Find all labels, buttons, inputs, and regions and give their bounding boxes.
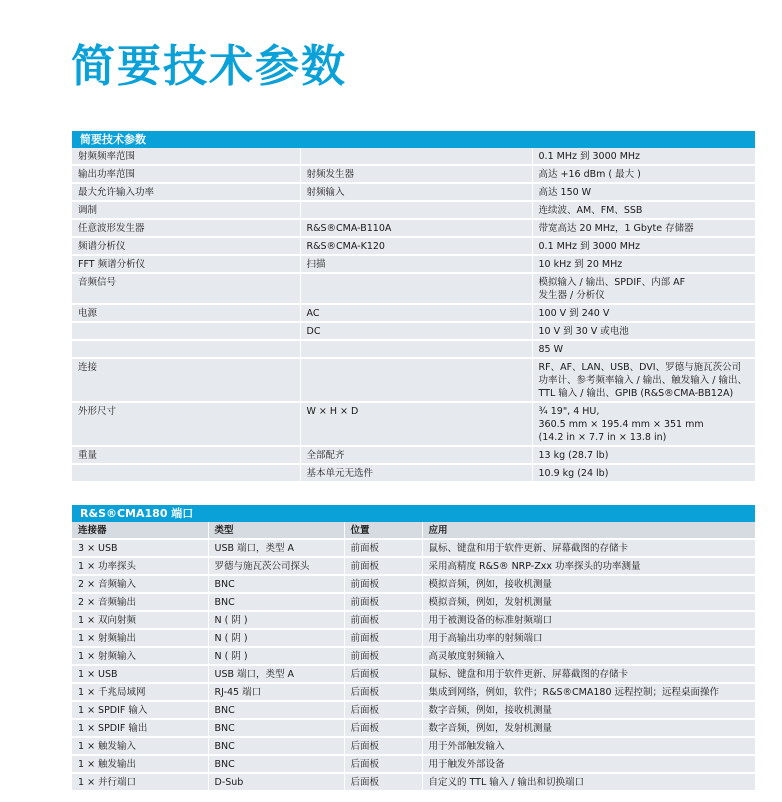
header-application: 应用 — [422, 522, 755, 539]
port-application — [422, 773, 755, 791]
header-connector: 连接器 — [72, 522, 208, 539]
spec-condition — [300, 255, 532, 273]
port-application — [422, 611, 755, 629]
port-type-line: D-Sub — [214, 777, 244, 788]
port-position-line: 前面板 — [350, 543, 380, 554]
port-position — [344, 629, 422, 647]
port-application-line: 数字音频，例如，接收机测量 — [428, 705, 553, 716]
spec-value — [532, 322, 755, 340]
port-connector-line: 1 × 触发输入 — [78, 741, 137, 752]
port-type — [208, 773, 344, 791]
spec-value — [532, 464, 755, 482]
port-position-line: 后面板 — [350, 777, 380, 788]
spec-value-line: 10 V 到 30 V 或电池 — [538, 326, 629, 337]
port-application — [422, 629, 755, 647]
port-row — [72, 719, 755, 737]
port-connector-line: 1 × SPDIF 输出 — [78, 723, 148, 734]
spec-condition-line: W × H × D — [306, 406, 359, 417]
port-row — [72, 665, 755, 683]
port-position-line: 后面板 — [350, 723, 380, 734]
spec-parameter — [72, 358, 300, 402]
spec-parameter — [72, 165, 300, 183]
port-position-line: 前面板 — [350, 615, 380, 626]
port-connector-line: 1 × 射频输出 — [78, 633, 137, 644]
port-position — [344, 611, 422, 629]
spec-parameter-line: 最大允许输入功率 — [78, 187, 155, 198]
port-connector-line: 1 × 并行端口 — [78, 777, 137, 788]
port-application — [422, 593, 755, 611]
port-position — [344, 773, 422, 791]
spec-condition — [300, 446, 532, 464]
spec-value-line: 模拟输入 / 输出、SPDIF、内部 AF — [538, 277, 686, 288]
port-application — [422, 575, 755, 593]
spec-condition-line: R&S®CMA-B110A — [306, 223, 392, 234]
port-application-line: 数字音频，例如，发射机测量 — [428, 723, 553, 734]
port-type — [208, 557, 344, 575]
spec-row — [72, 148, 755, 165]
port-application-line: 采用高精度 R&S® NRP-Zxx 功率探头的功率测量 — [428, 561, 641, 572]
port-position-line: 前面板 — [350, 579, 380, 590]
spec-parameter — [72, 148, 300, 165]
spec-value-line: 功率计、参考频率输入 / 输出、触发输入 / 输出、 — [538, 375, 747, 386]
spec-parameter — [72, 219, 300, 237]
port-connector-line: 2 × 音频输入 — [78, 579, 137, 590]
port-connector — [72, 683, 208, 701]
spec-value — [532, 165, 755, 183]
spec-parameter-line: 输出功率范围 — [78, 169, 136, 180]
spec-row — [72, 201, 755, 219]
port-type — [208, 647, 344, 665]
spec-condition — [300, 237, 532, 255]
spec-condition — [300, 358, 532, 402]
port-connector — [72, 737, 208, 755]
port-application — [422, 539, 755, 557]
port-position — [344, 755, 422, 773]
port-position-line: 后面板 — [350, 705, 380, 716]
port-connector-line: 1 × 触发输出 — [78, 759, 137, 770]
port-connector — [72, 665, 208, 683]
port-row — [72, 539, 755, 557]
spec-parameter-line: 音频信号 — [78, 277, 117, 288]
port-type-line: N ( 阴 ) — [214, 633, 248, 644]
spec-section-header — [72, 131, 755, 148]
spec-value — [532, 183, 755, 201]
port-application-line: 模拟音频，例如，发射机测量 — [428, 597, 553, 608]
port-row — [72, 629, 755, 647]
port-row — [72, 593, 755, 611]
spec-value — [532, 237, 755, 255]
port-application-line: 用于高输出功率的射频端口 — [428, 633, 543, 644]
spec-row — [72, 464, 755, 482]
port-application — [422, 665, 755, 683]
port-connector-line: 1 × USB — [78, 669, 118, 680]
port-application-line: 自定义的 TTL 输入 / 输出和切换端口 — [428, 777, 585, 788]
spec-condition — [300, 219, 532, 237]
port-position — [344, 719, 422, 737]
spec-parameter — [72, 322, 300, 340]
port-connector-line: 1 × 双向射频 — [78, 615, 137, 626]
port-connector-line: 3 × USB — [78, 543, 118, 554]
port-position — [344, 557, 422, 575]
port-position-line: 后面板 — [350, 687, 380, 698]
port-type — [208, 755, 344, 773]
ports-section-title: R&S®CMA180 端口 — [72, 505, 755, 522]
port-row — [72, 773, 755, 791]
port-connector — [72, 575, 208, 593]
spec-value-line: ¾ 19", 4 HU, — [538, 406, 600, 417]
spec-value — [532, 402, 755, 446]
port-connector-line: 1 × 千兆局域网 — [78, 687, 146, 698]
port-application-line: 鼠标、键盘和用于软件更新、屏幕截图的存储卡 — [428, 543, 629, 554]
spec-value-line: 13 kg (28.7 lb) — [538, 450, 609, 461]
port-application — [422, 683, 755, 701]
spec-condition — [300, 183, 532, 201]
spec-parameter-line: 任意波形发生器 — [78, 223, 145, 234]
port-type-line: USB 端口，类型 A — [214, 669, 295, 680]
port-type-line: BNC — [214, 597, 235, 608]
spec-value-line: 0.1 MHz 到 3000 MHz — [538, 151, 641, 162]
port-type — [208, 629, 344, 647]
spec-section-title: 简要技术参数 — [72, 131, 755, 148]
port-position — [344, 665, 422, 683]
spec-condition-line: 射频输入 — [306, 187, 345, 198]
spec-condition — [300, 340, 532, 358]
spec-row — [72, 237, 755, 255]
port-type — [208, 701, 344, 719]
spec-value — [532, 148, 755, 165]
port-position-line: 后面板 — [350, 669, 380, 680]
spec-row — [72, 165, 755, 183]
port-position — [344, 683, 422, 701]
port-row — [72, 647, 755, 665]
port-row — [72, 701, 755, 719]
port-type — [208, 593, 344, 611]
spec-value — [532, 201, 755, 219]
spec-condition — [300, 464, 532, 482]
port-application-line: 用于触发外部设备 — [428, 759, 505, 770]
spec-value-line: 带宽高达 20 MHz，1 Gbyte 存储器 — [538, 223, 694, 234]
port-connector — [72, 719, 208, 737]
spec-value-line: 高达 150 W — [538, 187, 592, 198]
spec-condition — [300, 322, 532, 340]
spec-condition — [300, 304, 532, 322]
spec-parameter — [72, 402, 300, 446]
spec-condition-line: 射频发生器 — [306, 169, 355, 180]
port-position-line: 前面板 — [350, 561, 380, 572]
port-connector — [72, 629, 208, 647]
port-row — [72, 557, 755, 575]
port-connector — [72, 755, 208, 773]
spec-value — [532, 273, 755, 304]
spec-row — [72, 255, 755, 273]
spec-condition-line: R&S®CMA-K120 — [306, 241, 385, 252]
port-connector — [72, 773, 208, 791]
port-position-line: 前面板 — [350, 633, 380, 644]
port-position — [344, 647, 422, 665]
port-position — [344, 539, 422, 557]
spec-parameter-line: 连接 — [78, 362, 98, 373]
spec-row — [72, 273, 755, 304]
spec-parameter — [72, 340, 300, 358]
spec-parameter — [72, 255, 300, 273]
spec-value-line: 10.9 kg (24 lb) — [538, 468, 609, 479]
port-position — [344, 575, 422, 593]
spec-row — [72, 183, 755, 201]
port-row — [72, 575, 755, 593]
header-type: 类型 — [208, 522, 344, 539]
port-position-line: 前面板 — [350, 597, 380, 608]
port-row — [72, 683, 755, 701]
port-row — [72, 737, 755, 755]
port-position — [344, 701, 422, 719]
spec-condition-line: 扫描 — [306, 259, 326, 270]
port-application-line: 用于被测设备的标准射频端口 — [428, 615, 553, 626]
spec-value — [532, 219, 755, 237]
spec-value-line: 10 kHz 到 20 MHz — [538, 259, 623, 270]
port-application — [422, 737, 755, 755]
spec-parameter — [72, 237, 300, 255]
port-application-line: 高灵敏度射频输入 — [428, 651, 505, 662]
spec-condition-line: 基本单元无选件 — [306, 468, 374, 479]
spec-value — [532, 255, 755, 273]
spec-row — [72, 358, 755, 402]
port-type-line: N ( 阴 ) — [214, 651, 248, 662]
ports-column-headers — [72, 522, 755, 539]
spec-condition — [300, 201, 532, 219]
port-type-line: 罗德与施瓦茨公司探头 — [214, 561, 310, 572]
port-connector-line: 1 × 射频输入 — [78, 651, 137, 662]
spec-condition — [300, 402, 532, 446]
port-application — [422, 647, 755, 665]
spec-condition-line: AC — [306, 308, 320, 319]
port-type-line: BNC — [214, 705, 235, 716]
spec-row — [72, 446, 755, 464]
spec-condition — [300, 273, 532, 304]
port-connector — [72, 557, 208, 575]
spec-value-line: 85 W — [538, 344, 564, 355]
port-application-line: 鼠标、键盘和用于软件更新、屏幕截图的存储卡 — [428, 669, 629, 680]
port-application — [422, 701, 755, 719]
spec-row — [72, 322, 755, 340]
spec-value-line: 连续波、AM、FM、SSB — [538, 205, 643, 216]
port-type — [208, 683, 344, 701]
port-position — [344, 737, 422, 755]
port-type-line: RJ-45 端口 — [214, 687, 262, 698]
port-type — [208, 575, 344, 593]
spec-value — [532, 304, 755, 322]
spec-parameter — [72, 464, 300, 482]
port-application-line: 模拟音频，例如，接收机测量 — [428, 579, 553, 590]
port-connector — [72, 611, 208, 629]
spec-value-line: RF、AF、LAN、USB、DVI、罗德与施瓦茨公司 — [538, 362, 742, 373]
spec-value-line: 0.1 MHz 到 3000 MHz — [538, 241, 641, 252]
spec-row — [72, 340, 755, 358]
port-type — [208, 665, 344, 683]
port-type-line: N ( 阴 ) — [214, 615, 248, 626]
spec-parameter — [72, 183, 300, 201]
spec-row — [72, 402, 755, 446]
port-position-line: 后面板 — [350, 741, 380, 752]
port-connector — [72, 647, 208, 665]
port-row — [72, 611, 755, 629]
header-position: 位置 — [344, 522, 422, 539]
port-application-line: 集成到网络，例如，软件；R&S®CMA180 远程控制；远程桌面操作 — [428, 687, 720, 698]
spec-value-line: (14.2 in × 7.7 in × 13.8 in) — [538, 432, 667, 443]
spec-parameter — [72, 304, 300, 322]
spec-parameter — [72, 446, 300, 464]
port-row — [72, 755, 755, 773]
port-position — [344, 593, 422, 611]
spec-value-line: 高达 +16 dBm ( 最大 ) — [538, 169, 641, 180]
port-type — [208, 737, 344, 755]
spec-value-line: 发生器 / 分析仪 — [538, 290, 605, 301]
port-type — [208, 539, 344, 557]
spec-row — [72, 304, 755, 322]
port-position-line: 后面板 — [350, 759, 380, 770]
spec-condition — [300, 148, 532, 165]
spec-value-line: 100 V 到 240 V — [538, 308, 610, 319]
port-position-line: 前面板 — [350, 651, 380, 662]
port-connector — [72, 539, 208, 557]
port-type-line: BNC — [214, 723, 235, 734]
port-application — [422, 755, 755, 773]
spec-condition — [300, 165, 532, 183]
port-type-line: USB 端口，类型 A — [214, 543, 295, 554]
port-application — [422, 557, 755, 575]
spec-parameter — [72, 201, 300, 219]
port-connector-line: 1 × SPDIF 输入 — [78, 705, 148, 716]
spec-value-line: TTL 输入 / 输出、GPIB (R&S®CMA-BB12A) — [538, 388, 734, 399]
spec-value — [532, 446, 755, 464]
port-type — [208, 719, 344, 737]
spec-parameter-line: 频谱分析仪 — [78, 241, 126, 252]
spec-parameter-line: 射频频率范围 — [78, 151, 136, 162]
port-application-line: 用于外部触发输入 — [428, 741, 505, 752]
spec-condition-line: 全部配齐 — [306, 450, 345, 461]
spec-table — [72, 131, 755, 483]
spec-parameter-line: 调制 — [78, 205, 98, 216]
spec-parameter-line: 重量 — [78, 450, 98, 461]
port-connector — [72, 593, 208, 611]
port-connector — [72, 701, 208, 719]
spec-value — [532, 340, 755, 358]
port-type-line: BNC — [214, 759, 235, 770]
ports-table — [72, 505, 755, 792]
port-connector-line: 2 × 音频输出 — [78, 597, 137, 608]
spec-parameter — [72, 273, 300, 304]
spec-condition-line: DC — [306, 326, 321, 337]
spec-parameter-line: 电源 — [78, 308, 98, 319]
ports-section-header — [72, 505, 755, 522]
port-type — [208, 611, 344, 629]
port-application — [422, 719, 755, 737]
port-connector-line: 1 × 功率探头 — [78, 561, 137, 572]
port-type-line: BNC — [214, 741, 235, 752]
spec-row — [72, 219, 755, 237]
port-type-line: BNC — [214, 579, 235, 590]
spec-value-line: 360.5 mm × 195.4 mm × 351 mm — [538, 419, 704, 430]
spec-parameter-line: FFT 频谱分析仪 — [78, 259, 146, 270]
page-title: 简要技术参数 — [71, 41, 347, 92]
spec-value — [532, 358, 755, 402]
spec-parameter-line: 外形尺寸 — [78, 406, 117, 417]
